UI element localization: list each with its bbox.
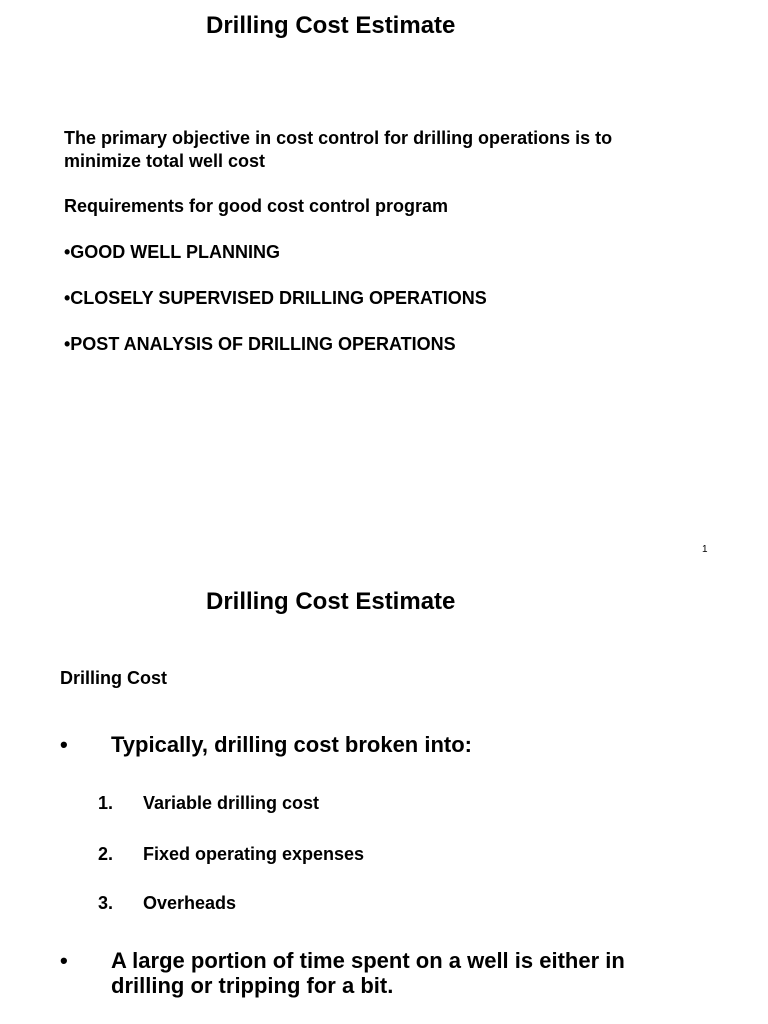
numbered-3-text: Overheads — [143, 893, 237, 913]
bullet-good-well-planning: •GOOD WELL PLANNING — [64, 242, 280, 262]
numbered-1-text: Variable drilling cost — [143, 793, 320, 813]
bullet-supervised-operations: •CLOSELY SUPERVISED DRILLING OPERATIONS — [64, 288, 487, 308]
bullet-typically-broken-into: Typically, drilling cost broken into: — [111, 732, 473, 757]
bullet-post-analysis: •POST ANALYSIS OF DRILLING OPERATIONS — [64, 334, 456, 354]
page-number: 1 — [702, 544, 708, 555]
bullet-drilling-or-tripping: A large portion of time spent on a well is either in drilling or tripping for a bit. — [111, 948, 625, 998]
numbered-3-marker: 3. — [98, 893, 114, 913]
numbered-2-text: Fixed operating expenses — [143, 844, 365, 864]
bullet-marker-1: • — [60, 732, 68, 757]
numbered-2-marker: 2. — [98, 844, 114, 864]
bullet-marker-2: • — [60, 948, 68, 973]
numbered-1-marker: 1. — [98, 793, 114, 813]
drilling-cost-subheading: Drilling Cost — [60, 668, 167, 688]
objective-paragraph: The primary objective in cost control for drilling operations is to minimize total well cost — [64, 128, 613, 171]
slide1-title: Drilling Cost Estimate — [206, 12, 456, 39]
slide2-title: Drilling Cost Estimate — [206, 588, 456, 615]
requirements-heading: Requirements for good cost control program — [64, 196, 449, 216]
